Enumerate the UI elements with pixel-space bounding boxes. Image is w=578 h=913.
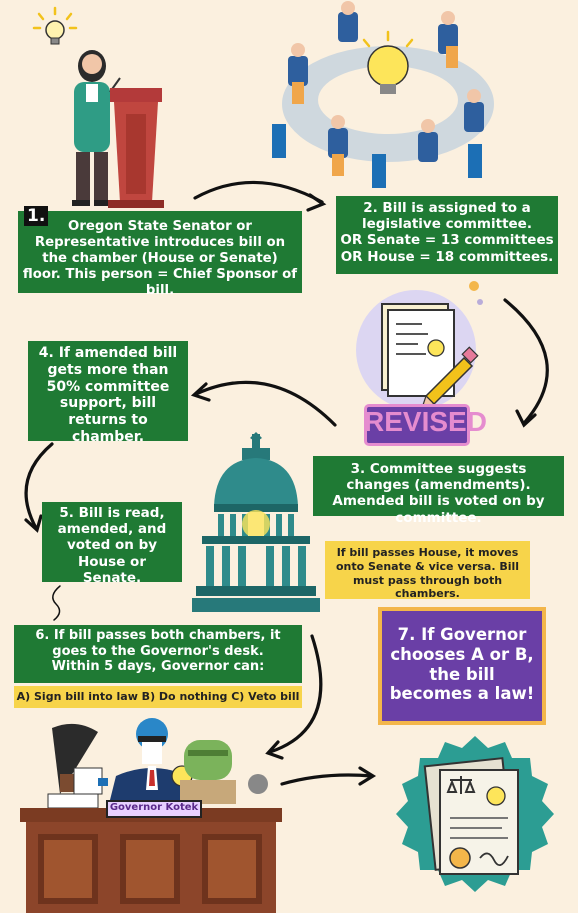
step7-box: [378, 607, 546, 725]
chambers-note-text: If bill passes House, it moves onto Senate & vice versa. Bill must pass through both chambers.: [335, 546, 520, 601]
step6-title: 6. If bill passes both chambers, it goes to the Governor's desk.: [35, 628, 281, 659]
step5-box: [42, 502, 182, 586]
step4-box: [28, 341, 188, 445]
chambers-note-box: [325, 541, 530, 599]
step3-text: 3. Committee suggests changes (amendments). Amended bill is voted on by committee.: [332, 461, 545, 526]
step2-title: 2. Bill is assigned to a legislative committee.: [362, 200, 532, 233]
step1-text: Oregon State Senator or Representative introduces bill on the chamber (House or Senate) floor. This person = Chief Sponsor of bill.: [22, 219, 298, 298]
step6-subtitle: Within 5 days, Governor can:: [51, 659, 265, 675]
revised-stamp-label: REVISED: [364, 406, 487, 437]
step5-text: 5. Bill is read, amended, and voted on by House or Senate.: [57, 505, 167, 586]
step3-box: [313, 456, 564, 526]
step2-house-committees: OR House = 18 committees.: [340, 248, 554, 265]
step1-number: 1.: [24, 206, 48, 226]
step2-box: [336, 196, 558, 274]
step6-options: A) Sign bill into law B) Do nothing C) Veto bill: [16, 690, 300, 703]
step2-senate-committees: OR Senate = 13 committees: [340, 232, 554, 249]
step6-options-box: [14, 686, 302, 708]
step6-box: [14, 625, 302, 683]
governor-nameplate-label: Governor Kotek: [109, 802, 199, 813]
step7-text: 7. If Governor chooses A or B, the bill becomes a law!: [389, 625, 535, 704]
step1-box: [18, 211, 302, 298]
step4-text: 4. If amended bill gets more than 50% committee support, bill returns to chamber.: [38, 345, 178, 445]
